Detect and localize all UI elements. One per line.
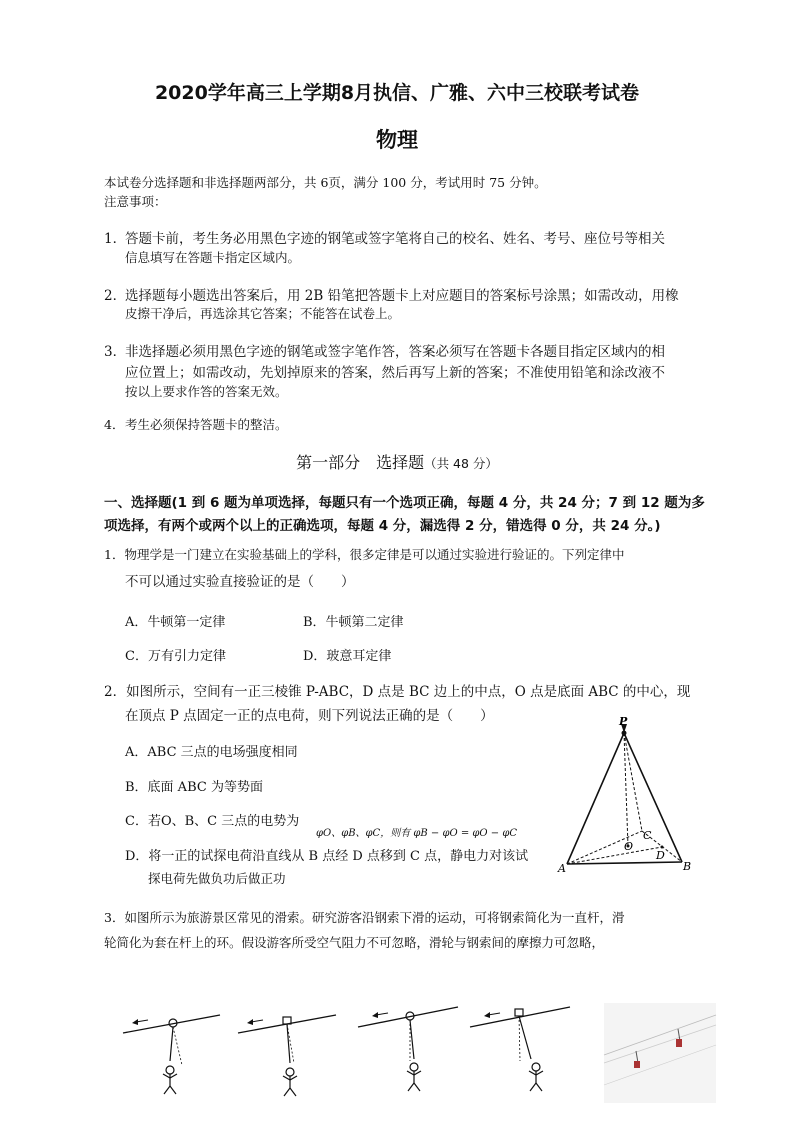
edge-ab bbox=[567, 862, 682, 864]
edge-pc bbox=[624, 733, 642, 831]
q2-stem-line2: 在顶点 P 点固定一正的点电荷，则下列说法正确的是（ ） bbox=[125, 708, 494, 724]
note-4-number: 4． bbox=[104, 417, 125, 432]
q3-stem-line1: 3．如图所示为旅游景区常见的滑索。研究游客沿钢索下滑的运动，可将钢索简化为一直杆，滑 bbox=[104, 910, 625, 925]
q1-option-b: B．牛顿第二定律 bbox=[303, 615, 404, 630]
label-a: A bbox=[558, 862, 566, 875]
edge-pa bbox=[567, 733, 624, 864]
label-p: P bbox=[619, 715, 628, 728]
q2-option-d-line1: D．将一正的试探电荷沿直线从 B 点经 D 点移到 C 点，静电力对该试 bbox=[125, 849, 529, 864]
section-header bbox=[0, 450, 794, 473]
note-2-line2: 皮擦干净后，再选涂其它答案；不能答在试卷上。 bbox=[125, 306, 401, 321]
section-title: 第一部分 选择题 bbox=[296, 453, 425, 472]
edge-ad bbox=[567, 847, 662, 864]
q1-option-c: C．万有引力定律 bbox=[125, 649, 226, 664]
pyramid-figure bbox=[552, 712, 702, 878]
zipline-diagram-2 bbox=[238, 1015, 336, 1096]
label-o: O bbox=[624, 840, 634, 853]
note-1-line1: 答题卡前，考生务必用黑色字迹的钢笔或签字笔将自己的校名、姓名、考号、座位号等相关 bbox=[125, 231, 665, 247]
vertex-p-dot bbox=[622, 731, 627, 736]
q1-stem-line1: 1．物理学是一门建立在实验基础上的学科，很多定律是可以通过实验进行验证的。下列定律中 bbox=[104, 547, 625, 562]
q2-option-c-formula: φO、φB、φC，则有 φB − φO = φO − φC bbox=[316, 828, 517, 839]
note-3-line3: 按以上要求作答的答案无效。 bbox=[125, 384, 288, 399]
note-4-line1: 考生必须保持答题卡的整洁。 bbox=[125, 417, 288, 432]
zipline-diagram-3 bbox=[358, 1007, 458, 1091]
instructions-line1: 一、选择题(1 到 6 题为单项选择，每题只有一个选项正确，每题 4 分，共 24 分；7 到 12 题为多 bbox=[104, 495, 705, 511]
q1-option-a: A．牛顿第一定律 bbox=[125, 615, 226, 630]
note-2-number: 2． bbox=[104, 288, 127, 304]
zipline-diagram-4 bbox=[470, 1007, 570, 1091]
q1-option-d: D．玻意耳定律 bbox=[303, 649, 392, 664]
note-1-number: 1． bbox=[104, 231, 127, 247]
note-2-line1: 选择题每小题选出答案后，用 2B 铅笔把答题卡上对应题目的答案标号涂黑；如需改动，用橡 bbox=[125, 288, 679, 304]
q3-stem-line2: 轮简化为套在杆上的环。假设游客所受空气阻力不可忽略，滑轮与钢索间的摩擦力可忽略， bbox=[104, 935, 605, 950]
q2-option-a: A．ABC 三点的电场强度相同 bbox=[125, 745, 298, 760]
zipline-photo bbox=[604, 1003, 716, 1103]
section-points: （共 48 分） bbox=[424, 456, 498, 471]
q2-option-b: B．底面 ABC 为等势面 bbox=[125, 780, 263, 795]
q2-option-d-line2: 探电荷先做负功后做正功 bbox=[148, 871, 286, 886]
q2-stem-line1: 2．如图所示，空间有一正三棱锥 P-ABC，D 点是 BC 边上的中点，O 点是底面 ABC 的中心，现 bbox=[104, 684, 691, 700]
instructions-line2: 项选择，有两个或两个以上的正确选项，每题 4 分，漏选得 2 分，错选得 0 分，共 24 分。) bbox=[104, 518, 661, 534]
exam-title: 2020学年高三上学期8月执信、广雅、六中三校联考试卷 bbox=[154, 82, 640, 104]
intro-text: 本试卷分选择题和非选择题两部分，共 6页，满分 100 分，考试用时 75 分钟。 bbox=[104, 175, 547, 190]
note-3-number: 3． bbox=[104, 344, 127, 360]
note-3-line2: 应位置上；如需改动，先划掉原来的答案，然后再写上新的答案；不准使用铅笔和涂改液不 bbox=[125, 365, 665, 381]
note-3-line1: 非选择题必须用黑色字迹的钢笔或签字笔作答，答案必须写在答题卡各题目指定区域内的相 bbox=[125, 344, 665, 360]
note-1-line2: 信息填写在答题卡指定区域内。 bbox=[125, 250, 301, 265]
label-c: C bbox=[643, 829, 652, 842]
q1-stem-line2: 不可以通过实验直接验证的是（ ） bbox=[125, 574, 355, 590]
q2-option-c: C．若O、B、C 三点的电势为 bbox=[125, 814, 300, 829]
label-d: D bbox=[656, 849, 665, 862]
zipline-diagram-1 bbox=[123, 1015, 220, 1094]
label-b: B bbox=[683, 860, 692, 873]
notes-heading: 注意事项： bbox=[104, 194, 167, 209]
subject-title: 物理 bbox=[376, 128, 418, 152]
zipline-figures bbox=[118, 995, 718, 1105]
